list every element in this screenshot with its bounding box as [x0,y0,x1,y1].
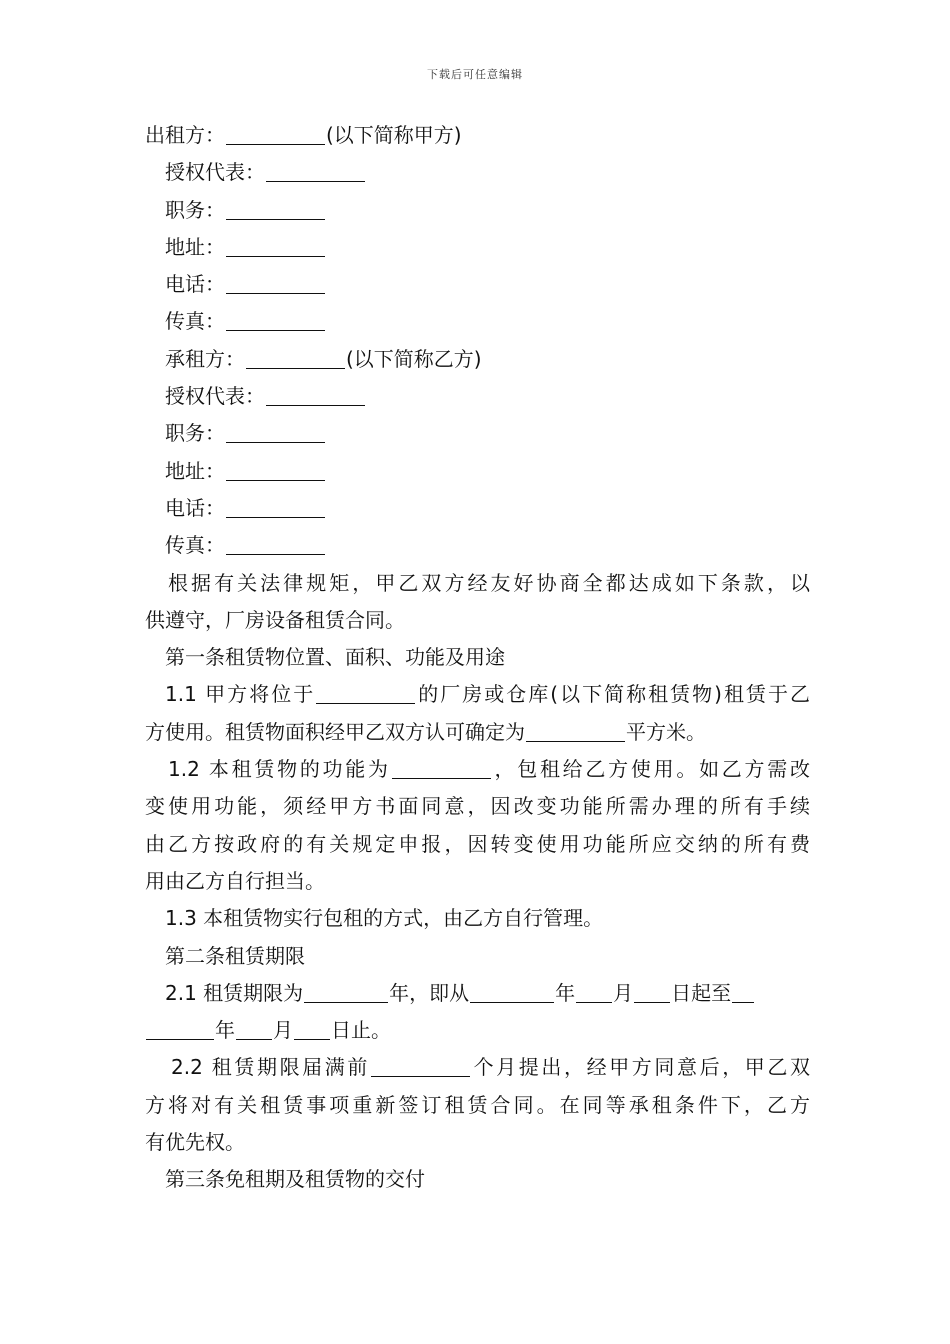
clause-1-2-line-3: 由乙方按政府的有关规定申报，因转变使用功能所应交纳的所有费 [145,831,810,856]
clause-1-3: 1.3 本租赁物实行包租的方式，由乙方自行管理。 [165,906,604,931]
end-year-blank-part-1[interactable] [732,982,754,1003]
article1-title: 第一条租赁物位置、面积、功能及用途 [165,645,505,670]
clause-1-1-line-2 [145,714,810,751]
clause-2-1-y3-text: 年 [215,1018,235,1043]
clause-2-2-line-3: 有优先权。 [145,1130,245,1155]
lessee-rep-label: 授权代表： [165,384,265,409]
lessee-position-label: 职务： [165,421,225,446]
clause-1-2-text-b: ，包租给乙方使用。如乙方需改 [491,757,810,782]
lessor-name-blank[interactable] [226,124,325,145]
clause-1-1-text-c: 方使用。租赁物面积经甲乙双方认可确定为 [145,719,525,744]
lessor-address-label: 地址： [165,234,225,259]
clause-2-1-m2-text: 月 [273,1018,293,1043]
lessor-position-blank[interactable] [226,199,325,220]
contract-body [145,117,810,1199]
lessor-position-line [145,192,810,229]
clause-2-1-line-2 [145,1012,810,1049]
lessee-position-line [145,415,810,452]
lessee-phone-blank[interactable] [226,497,325,518]
clause-2-1-line-1 [145,975,810,1012]
lessee-address-line [145,453,810,490]
lessor-address-blank[interactable] [226,236,325,257]
intro-line-1: 根据有关法律规矩，甲乙双方经友好协商全都达成如下条款，以 [168,570,810,595]
lessee-suffix: (以下简称乙方) [346,346,482,371]
notice-months-blank[interactable] [371,1056,470,1077]
term-years-blank[interactable] [304,982,388,1003]
end-month-blank[interactable] [236,1019,272,1040]
clause-1-1-text-d: 平方米。 [626,719,706,744]
lessee-rep-line [145,378,810,415]
lessee-rep-blank[interactable] [266,385,365,406]
end-year-blank-part-2[interactable] [146,1019,214,1040]
lessee-address-label: 地址： [165,458,225,483]
clause-1-2-line-1 [145,751,810,788]
clause-1-2-line-2: 变使用功能，须经甲方书面同意，因改变功能所需办理的所有手续 [145,794,810,819]
lessee-position-blank[interactable] [226,422,325,443]
clause-2-1-text-a: 2.1 租赁期限为 [165,980,304,1005]
start-year-blank[interactable] [470,982,554,1003]
lessee-line [145,341,810,378]
lessee-address-blank[interactable] [226,460,325,481]
intro-line-2: 供遵守，厂房设备租赁合同。 [145,607,405,632]
clause-2-2-line-1 [145,1049,810,1086]
area-blank[interactable] [526,721,625,742]
lessee-phone-label: 电话： [165,495,225,520]
clause-1-1-text-b: 的厂房或仓库(以下简称租赁物)租赁于乙 [416,682,810,707]
clause-2-2-text-b: 个月提出，经甲方同意后，甲乙双 [470,1055,811,1080]
article2-title: 第二条租赁期限 [165,943,305,968]
location-blank[interactable] [316,683,415,704]
lessor-address-line [145,229,810,266]
lessor-label: 出租方： [145,123,225,147]
clause-1-2-text-a: 1.2 本租赁物的功能为 [168,757,391,782]
clause-1-1-text-a: 1.1 甲方将位于 [165,682,316,707]
function-blank[interactable] [392,758,491,779]
start-day-blank[interactable] [634,982,670,1003]
lessee-name-blank[interactable] [246,348,345,369]
lessor-position-label: 职务： [165,197,225,222]
lessor-phone-blank[interactable] [226,273,325,294]
lessee-fax-line [145,527,810,564]
lessor-line [145,117,810,154]
lessor-rep-line [145,154,810,191]
page-header: 下载后可任意编辑 [427,68,523,81]
lessor-fax-line [145,303,810,340]
lessor-phone-line [145,266,810,303]
clause-2-1-year-text: 年，即从 [389,980,470,1005]
lessee-fax-label: 传真： [165,533,225,558]
clause-2-1-y2-text: 年 [555,980,576,1005]
clause-2-1-end-text: 日止。 [331,1018,391,1043]
lessor-rep-blank[interactable] [266,161,365,182]
lessor-rep-label: 授权代表： [165,160,265,185]
clause-2-2-line-2: 方将对有关租赁事项重新签订租赁合同。在同等承租条件下，乙方 [145,1092,810,1117]
lessee-phone-line [145,490,810,527]
start-month-blank[interactable] [576,982,612,1003]
clause-1-1-line-1 [145,676,810,713]
lessor-fax-label: 传真： [165,309,225,334]
end-day-blank[interactable] [294,1019,330,1040]
clause-2-2-text-a: 2.2 租赁期限届满前 [171,1055,370,1080]
clause-2-1-m-text: 月 [613,980,634,1005]
article3-title: 第三条免租期及租赁物的交付 [165,1167,425,1192]
lessor-phone-label: 电话： [165,272,225,297]
clause-2-1-d-text: 日起至 [671,980,732,1005]
clause-1-2-line-4: 用由乙方自行担当。 [145,868,325,893]
lessor-fax-blank[interactable] [226,310,325,331]
lessee-label: 承租方： [165,346,245,371]
lessee-fax-blank[interactable] [226,534,325,555]
lessor-suffix: (以下简称甲方) [326,123,462,147]
